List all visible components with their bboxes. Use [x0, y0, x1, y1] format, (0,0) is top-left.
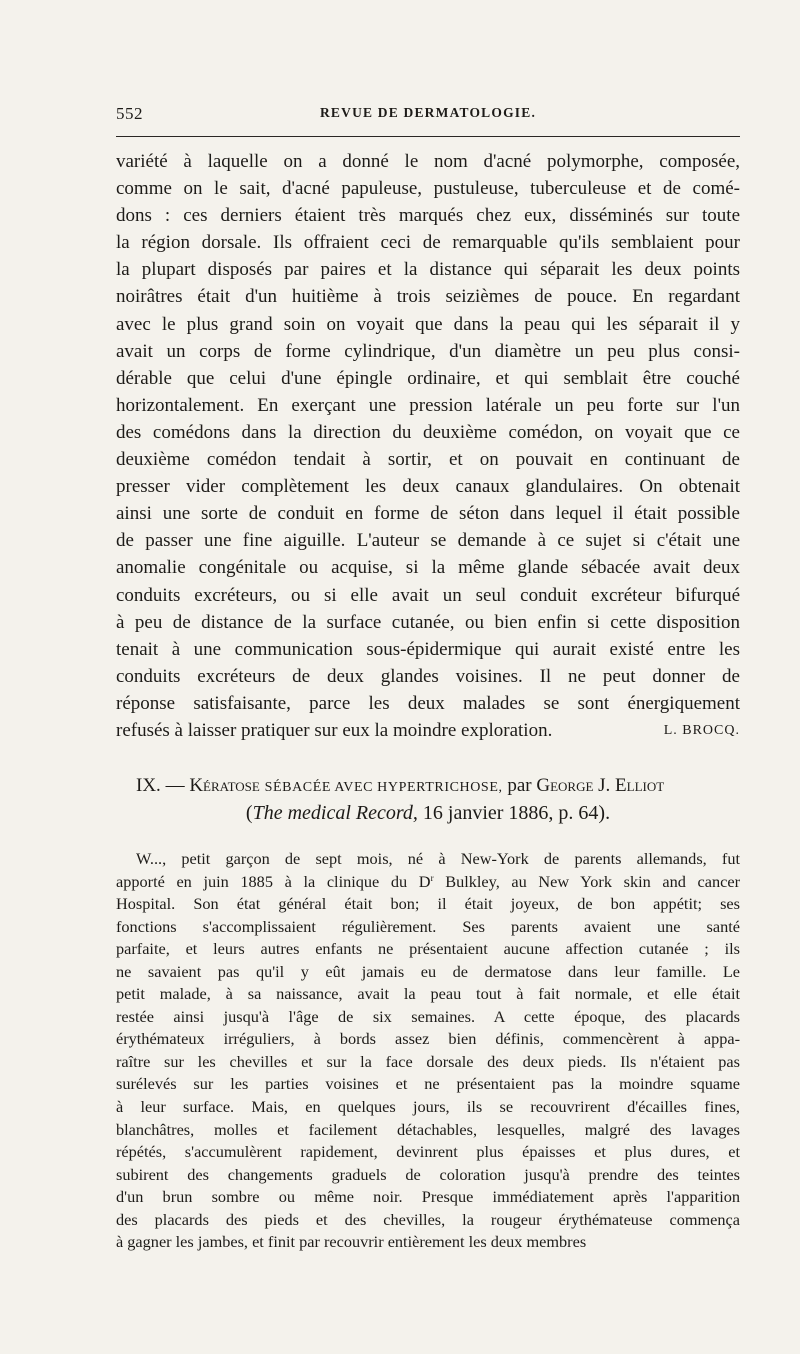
text-line: dons : ces derniers étaient très marqués chez eux, disséminés sur toute — [116, 205, 740, 227]
text-line: à leur surface. Mais, en quelques jours, ils se recouvrirent d'écailles fines, — [116, 1097, 740, 1117]
text-line: comme on le sait, d'acné papuleuse, pustuleuse, tuberculeuse et de comé- — [116, 178, 740, 200]
text-line: anomalie congénitale ou acquise, si la même glande sébacée avait deux — [116, 557, 740, 579]
text-line: restée ainsi jusqu'à l'âge de six semaines. A cette époque, des placards — [116, 1006, 740, 1026]
author-name: George J. Elliot — [536, 775, 665, 796]
text-line: W..., petit garçon de sept mois, né à New-York de parents allemands, fut — [136, 849, 740, 868]
text-line: variété à laquelle on a donné le nom d'acné polymorphe, composée, — [116, 151, 740, 172]
text-line: surélevés sur les parties voisines et ne présentaient pas la moindre squame — [116, 1074, 740, 1094]
text-line: la plupart disposés par paires et la distance qui séparait les deux points — [116, 259, 740, 281]
paren-open: ( — [245, 802, 253, 824]
text-line: réponse satisfaisante, parce les deux malades se sont énergiquement — [116, 692, 740, 714]
text-line: raître sur les chevilles et sur la face dorsale des deux pieds. Ils n'étaient pas — [116, 1051, 740, 1071]
text-segment: Bulkley, au New York skin and cancer — [433, 871, 740, 891]
running-head — [116, 104, 740, 126]
text-line: fonctions s'accomplissaient régulièrement. Ses parents avaient une santé — [116, 916, 740, 936]
text-line: dérable que celui d'une épingle ordinaire, et qui semblait être couché — [116, 367, 740, 389]
source-citation — [116, 801, 740, 825]
journal-title: REVUE DE DERMATOLOGIE. — [319, 105, 537, 120]
paragraph-continued — [116, 148, 740, 744]
section-heading — [116, 774, 740, 825]
text-line: des placards des pieds et des chevilles, la rougeur érythémateuse commença — [116, 1209, 740, 1229]
text-line: horizontalement. En exerçant une pression latérale un peu forte sur l'un — [116, 394, 740, 416]
text-line: tenait à une communication sous-épidermique qui aurait existé entre les — [116, 638, 740, 660]
text-line: refusés à laisser pratiquer sur eux la moindre exploration. — [116, 719, 553, 741]
page-number: 552 — [116, 104, 143, 123]
text-line: ainsi une sorte de conduit en forme de séton dans lequel il était possible — [116, 503, 740, 525]
text-line: avec le plus grand soin on voyait que dans la peau qui les séparait il y — [116, 313, 740, 335]
text-line: presser vider complètement les deux canaux glandulaires. On obtenait — [116, 476, 740, 498]
author-signature: L. BROCQ. — [663, 722, 740, 738]
text-line: blanchâtres, molles et facilement détachables, lesquelles, malgré des lavages — [116, 1119, 740, 1139]
text-line: à peu de distance de la surface cutanée, ou bien enfin si cette disposition — [116, 611, 740, 633]
source-journal: The medical Record, — [252, 802, 418, 824]
section-title-line — [116, 774, 740, 800]
title-keratose: Kératose — [189, 775, 260, 796]
text-segment: apporté en juin 1885 à la clinique du D — [116, 871, 431, 891]
text-line: petit malade, à sa naissance, avait la peau tout à fait normale, et elle était — [116, 984, 740, 1004]
text-line: conduits excréteurs, ou si elle avait un seul conduit excréteur bifurqué — [116, 584, 740, 606]
text-line: à gagner les jambes, et finit par recouvrir entièrement les deux membres — [116, 1232, 587, 1252]
text-line: la région dorsale. Ils offraient ceci de remarquable qu'ils semblaient pour — [116, 232, 740, 254]
text-line: de passer une fine aiguille. L'auteur se demande à ce sujet si c'était une — [116, 530, 740, 552]
section-numeral: IX. — [136, 775, 161, 796]
source-date: 16 janvier 1886, p. 64). — [417, 802, 611, 824]
text-line: subirent des changements graduels de coloration jusqu'à prendre des teintes — [116, 1164, 740, 1184]
superscript: r — [430, 872, 434, 883]
header-rule — [116, 136, 740, 137]
case-paragraph — [116, 848, 740, 1254]
text-line: d'un brun sombre ou même noir. Presque immédiatement après l'apparition — [116, 1187, 740, 1207]
text-line: des comédons dans la direction du deuxième comédon, on voyait que ce — [116, 421, 740, 443]
text-line: Hospital. Son état général était bon; il était joyeux, de bon appétit; ses — [116, 894, 740, 914]
title-rest: SÉBACÉE AVEC HYPERTRICHOSE, — [264, 780, 503, 795]
last-line-with-signature — [116, 717, 740, 744]
text-line: noirâtres était d'un huitième à trois seizièmes de pouce. En regardant — [116, 286, 740, 308]
text-line-with-superscript — [116, 871, 740, 894]
text-line: conduits excréteurs de deux glandes voisines. Il ne peut donner de — [116, 665, 740, 687]
em-dash: — — [165, 775, 185, 796]
text-line: érythémateux irréguliers, à bords assez bien définis, commencèrent à appa- — [116, 1029, 740, 1049]
text-line: deuxième comédon tendait à sortir, et on pouvait en continuant de — [116, 449, 740, 471]
text-line: répétés, s'accumulèrent rapidement, devinrent plus épaisses et plus dures, et — [116, 1142, 740, 1162]
text-line: parfaite, et leurs autres enfants ne présentaient aucune affection cutanée ; ils — [116, 939, 740, 959]
title-by: par — [507, 775, 532, 796]
text-line: avait un corps de forme cylindrique, d'un diamètre un peu plus consi- — [116, 340, 740, 362]
text-line: ne savaient pas qu'il y eût jamais eu de dermatose dans leur famille. Le — [116, 961, 740, 981]
